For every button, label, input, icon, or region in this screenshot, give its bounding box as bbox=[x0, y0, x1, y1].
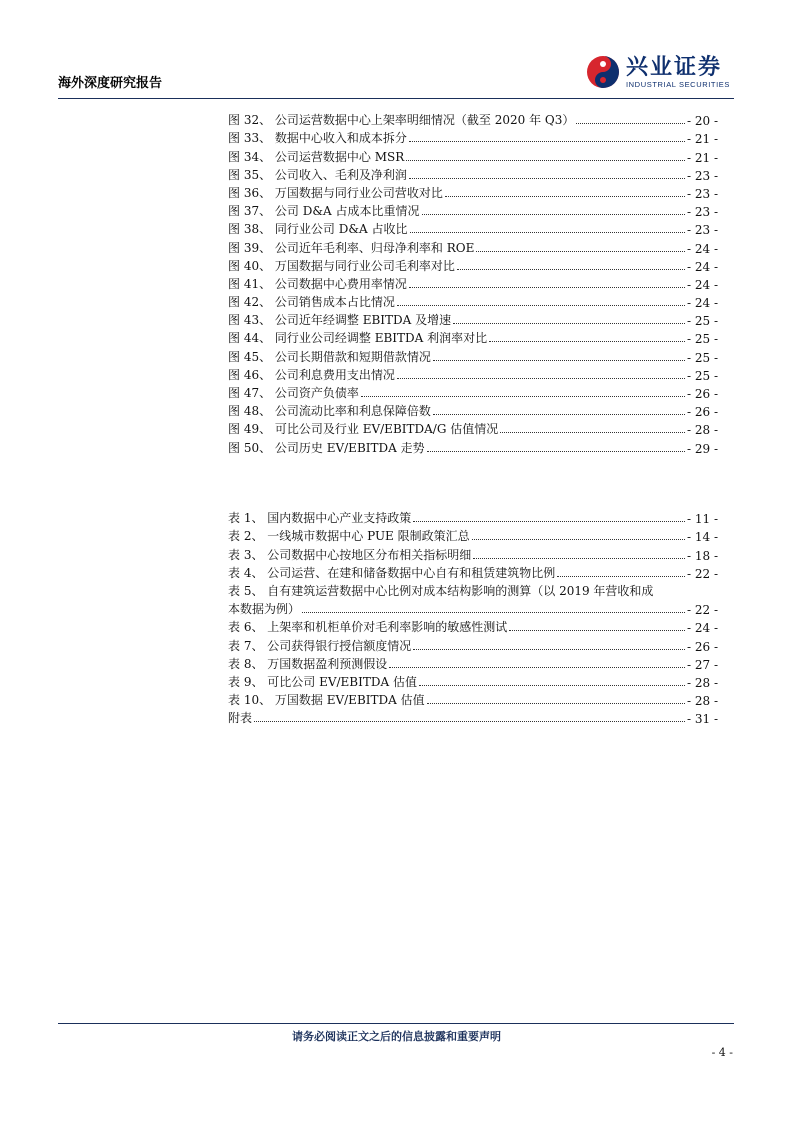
dot-leader bbox=[427, 451, 685, 452]
toc-entry-label: 图 34、 公司运营数据中心 MSR bbox=[228, 149, 405, 164]
toc-entry-page: - 31 - bbox=[686, 712, 718, 727]
toc-entry-page: - 23 - bbox=[686, 205, 718, 220]
figure-entry[interactable] bbox=[228, 328, 718, 346]
toc-entry-page: - 25 - bbox=[686, 314, 718, 329]
table-entry[interactable] bbox=[228, 544, 718, 562]
footer-divider bbox=[58, 1023, 734, 1024]
dot-leader bbox=[445, 196, 685, 197]
dot-leader bbox=[302, 612, 685, 613]
table-entry[interactable] bbox=[228, 690, 718, 708]
toc-entry-page: - 26 - bbox=[686, 405, 718, 420]
figure-entry[interactable] bbox=[228, 292, 718, 310]
dot-leader bbox=[489, 341, 685, 342]
table-entry[interactable] bbox=[228, 526, 718, 544]
toc-entry-page: - 21 - bbox=[686, 150, 718, 165]
figure-entry[interactable] bbox=[228, 146, 718, 164]
report-type-title: 海外深度研究报告 bbox=[58, 76, 163, 91]
figure-entry[interactable] bbox=[228, 274, 718, 292]
table-entry[interactable] bbox=[228, 581, 718, 617]
company-logo bbox=[586, 52, 730, 92]
toc-entry-page: - 26 - bbox=[686, 387, 718, 401]
toc-entry-page: - 28 - bbox=[686, 694, 718, 709]
logo-emblem-icon bbox=[586, 55, 620, 89]
table-entry[interactable] bbox=[228, 654, 718, 672]
figure-entry[interactable] bbox=[228, 310, 718, 328]
header-divider bbox=[58, 98, 734, 99]
toc-entry-label: 图 38、 同行业公司 D&A 占收比 bbox=[228, 222, 408, 237]
toc-entry-label: 图 43、 公司近年经调整 EBITDA 及增速 bbox=[228, 313, 452, 328]
toc-entry-label: 图 35、 公司收入、毛利及净利润 bbox=[228, 167, 407, 182]
page-number: - 4 - bbox=[711, 1046, 733, 1059]
toc-entry-page: - 28 - bbox=[686, 423, 718, 438]
toc-entry-label: 图 32、 公司运营数据中心上架率明细情况（截至 2020 年 Q3） bbox=[228, 113, 575, 128]
dot-leader bbox=[409, 141, 685, 142]
toc-entry-page: - 21 - bbox=[686, 132, 718, 147]
dot-leader bbox=[361, 396, 685, 397]
toc-entry-label: 图 46、 公司利息费用支出情况 bbox=[228, 367, 395, 382]
dot-leader bbox=[413, 521, 685, 522]
figure-entry[interactable] bbox=[228, 128, 718, 146]
dot-leader bbox=[476, 251, 685, 252]
figure-entry[interactable] bbox=[228, 383, 718, 401]
dot-leader bbox=[500, 432, 685, 433]
dot-leader bbox=[389, 667, 685, 668]
dot-leader bbox=[557, 576, 685, 577]
toc-entry-page: - 26 - bbox=[686, 639, 718, 654]
toc-entry-label: 表 7、 公司获得银行授信额度情况 bbox=[228, 638, 412, 653]
dot-leader bbox=[413, 649, 685, 650]
figure-entry[interactable] bbox=[228, 256, 718, 274]
figure-entry[interactable] bbox=[228, 165, 718, 183]
dot-leader bbox=[433, 360, 685, 361]
dot-leader bbox=[406, 160, 685, 161]
dot-leader bbox=[254, 721, 685, 722]
toc-entry-label: 图 40、 万国数据与同行业公司毛利率对比 bbox=[228, 258, 455, 273]
logo-chinese-name: 兴业证券 bbox=[625, 54, 722, 80]
toc-entry-label: 图 47、 公司资产负债率 bbox=[228, 386, 359, 400]
table-entry[interactable] bbox=[228, 635, 718, 653]
toc-entry-label-continued: 本数据为例） bbox=[228, 602, 301, 617]
toc-entry-page: - 25 - bbox=[686, 350, 718, 365]
toc-entry-label: 图 49、 可比公司及行业 EV/EBITDA/G 估值情况 bbox=[228, 422, 499, 437]
toc-entry-page: - 25 - bbox=[686, 332, 718, 347]
disclaimer-note: 请务必阅读正文之后的信息披露和重要声明 bbox=[292, 1030, 501, 1043]
figure-entry[interactable] bbox=[228, 401, 718, 419]
dot-leader bbox=[397, 378, 685, 379]
dot-leader bbox=[576, 123, 685, 124]
toc-entry-label: 表 6、 上架率和机柜单价对毛利率影响的敏感性测试 bbox=[228, 620, 508, 635]
toc-entry-label: 附表 bbox=[228, 711, 253, 726]
toc-entry-label: 图 50、 公司历史 EV/EBITDA 走势 bbox=[228, 440, 425, 455]
dot-leader bbox=[427, 703, 685, 704]
dot-leader bbox=[422, 214, 685, 215]
dot-leader bbox=[433, 414, 685, 415]
toc-entry-label: 图 39、 公司近年毛利率、归母净利率和 ROE bbox=[228, 240, 475, 255]
toc-entry-page: - 25 - bbox=[686, 368, 718, 383]
toc-entry-label: 图 41、 公司数据中心费用率情况 bbox=[228, 276, 407, 291]
table-index bbox=[228, 508, 718, 726]
figure-entry[interactable] bbox=[228, 419, 718, 437]
figure-index bbox=[228, 110, 718, 456]
dot-leader bbox=[453, 323, 685, 324]
logo-english-name: INDUSTRIAL SECURITIES bbox=[625, 79, 730, 89]
figure-entry[interactable] bbox=[228, 219, 718, 237]
page-header bbox=[58, 52, 734, 96]
toc-entry-page: - 27 - bbox=[686, 657, 718, 672]
table-entry[interactable] bbox=[228, 508, 718, 526]
toc-entry-page: - 23 - bbox=[686, 168, 718, 183]
dot-leader bbox=[397, 305, 685, 306]
toc-entry-label: 表 2、 一线城市数据中心 PUE 限制政策汇总 bbox=[228, 529, 470, 544]
figure-entry[interactable] bbox=[228, 201, 718, 219]
table-entry[interactable] bbox=[228, 617, 718, 635]
toc-entry-page: - 23 - bbox=[686, 186, 718, 201]
toc-entry-page: - 22 - bbox=[686, 603, 718, 618]
figure-entry[interactable] bbox=[228, 237, 718, 255]
toc-entry-label: 图 48、 公司流动比率和利息保障倍数 bbox=[228, 404, 431, 419]
toc-entry-label: 表 1、 国内数据中心产业支持政策 bbox=[228, 511, 412, 526]
dot-leader bbox=[509, 630, 685, 631]
table-entry[interactable] bbox=[228, 672, 718, 690]
toc-entry-page: - 20 - bbox=[686, 114, 718, 129]
toc-entry-page: - 24 - bbox=[686, 277, 718, 292]
table-entry[interactable] bbox=[228, 563, 718, 581]
toc-entry-label: 表 10、 万国数据 EV/EBITDA 估值 bbox=[228, 693, 425, 708]
toc-entry-page: - 24 - bbox=[686, 259, 718, 274]
toc-entry-label: 图 45、 公司长期借款和短期借款情况 bbox=[228, 349, 431, 364]
toc-entry-page: - 11 - bbox=[686, 512, 718, 527]
figure-entry[interactable] bbox=[228, 437, 718, 455]
toc-entry-page: - 24 - bbox=[686, 621, 718, 636]
toc-entry-label: 表 4、 公司运营、在建和储备数据中心自有和租赁建筑物比例 bbox=[228, 565, 556, 580]
toc-entry-label: 图 44、 同行业公司经调整 EBITDA 利润率对比 bbox=[228, 331, 488, 346]
table-entry[interactable] bbox=[228, 708, 718, 726]
toc-entry-page: - 18 - bbox=[686, 548, 718, 563]
toc-entry-label: 表 5、 自有建筑运营数据中心比例对成本结构影响的测算（以 2019 年营收和成 bbox=[228, 583, 654, 598]
toc-entry-label: 表 8、 万国数据盈利预测假设 bbox=[228, 656, 388, 671]
figure-entry[interactable] bbox=[228, 346, 718, 364]
toc-entry-page: - 23 - bbox=[686, 223, 718, 238]
toc-entry-label: 表 9、 可比公司 EV/EBITDA 估值 bbox=[228, 674, 417, 689]
toc-entry-label: 图 33、 数据中心收入和成本拆分 bbox=[228, 131, 407, 146]
toc-entry-label: 图 42、 公司销售成本占比情况 bbox=[228, 295, 395, 310]
toc-entry-label: 图 36、 万国数据与同行业公司营收对比 bbox=[228, 185, 443, 200]
dot-leader bbox=[419, 685, 685, 686]
dot-leader bbox=[409, 178, 685, 179]
dot-leader bbox=[457, 269, 685, 270]
figure-entry[interactable] bbox=[228, 110, 718, 128]
toc-entry-page: - 22 - bbox=[686, 566, 718, 581]
toc-entry-label: 图 37、 公司 D&A 占成本比重情况 bbox=[228, 204, 420, 219]
toc-entry-page: - 28 - bbox=[686, 675, 718, 690]
toc-entry-page: - 14 - bbox=[686, 530, 718, 545]
toc-entry-page: - 29 - bbox=[686, 441, 718, 456]
toc-entry-page: - 24 - bbox=[686, 296, 718, 311]
dot-leader bbox=[409, 287, 685, 288]
figure-entry[interactable] bbox=[228, 365, 718, 383]
dot-leader bbox=[472, 539, 685, 540]
toc-entry-page: - 24 - bbox=[686, 241, 718, 256]
dot-leader bbox=[410, 232, 685, 233]
toc-entry-label: 表 3、 公司数据中心按地区分布相关指标明细 bbox=[228, 547, 472, 562]
dot-leader bbox=[473, 558, 685, 559]
figure-entry[interactable] bbox=[228, 183, 718, 201]
